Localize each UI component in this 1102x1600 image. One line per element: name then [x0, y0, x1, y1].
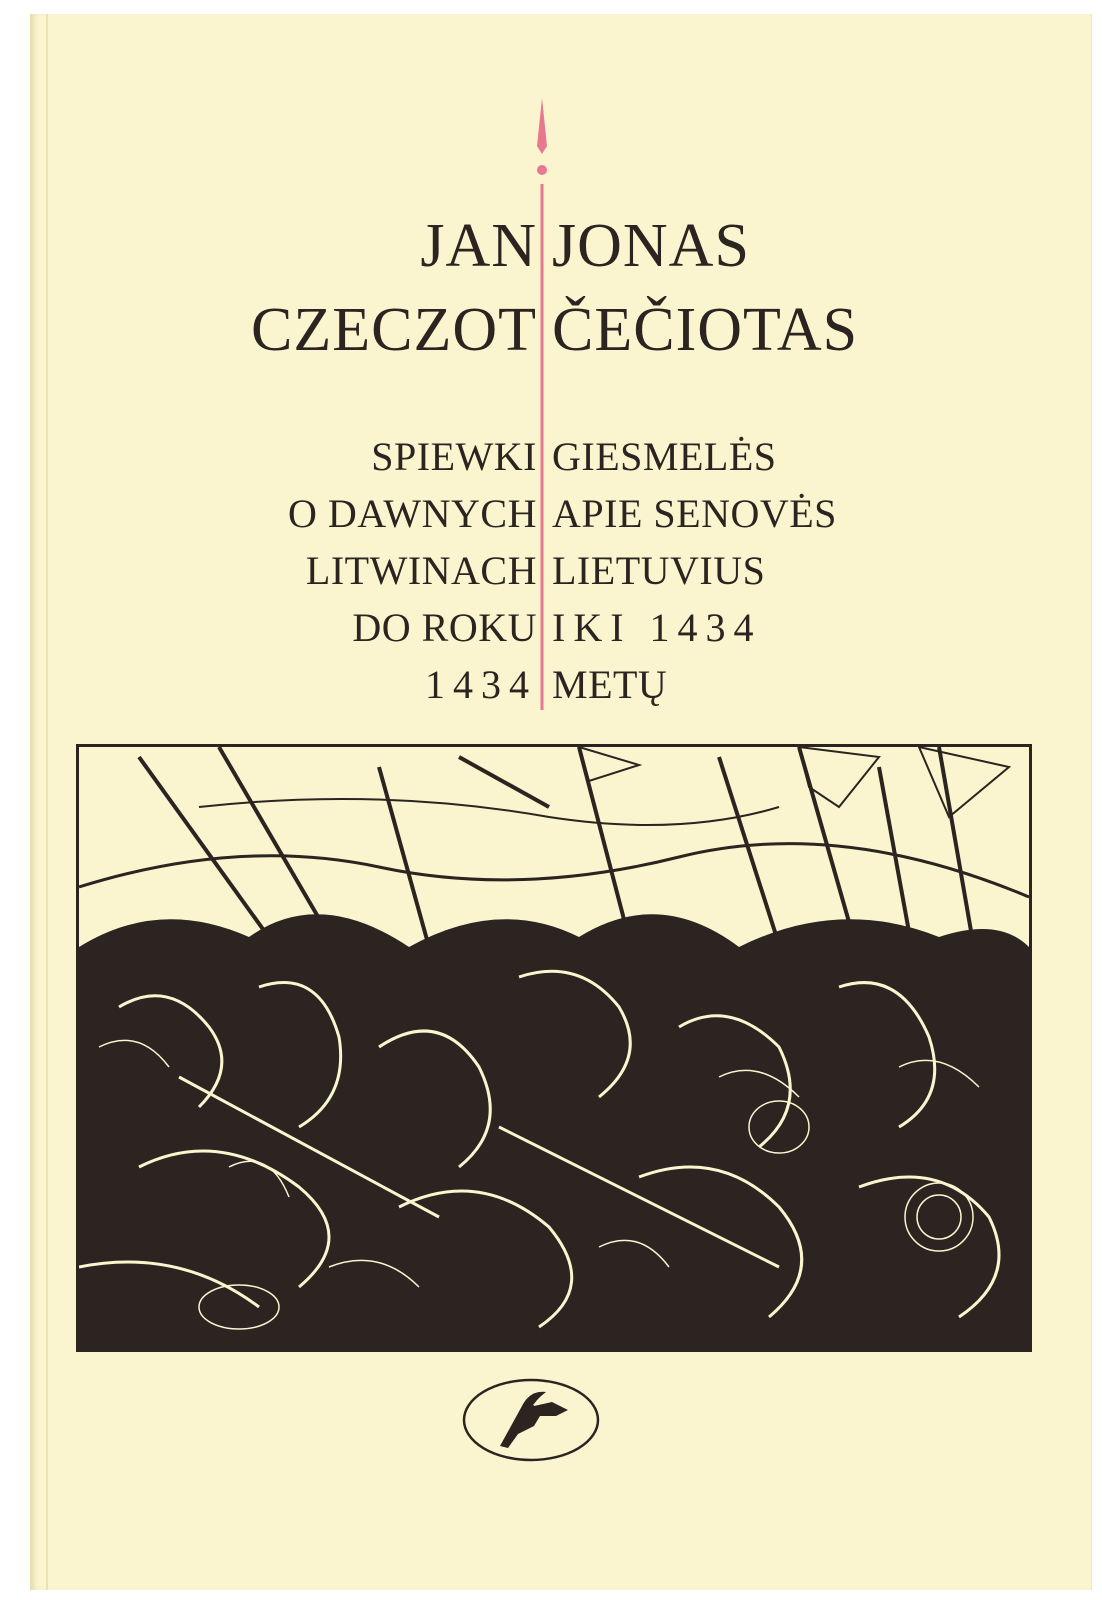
subtitle-pl-line-5: 1434: [425, 662, 537, 707]
subtitle-lt-line-2: APIE SENOVĖS: [552, 491, 837, 536]
author-last-name-lt: ČEČIOTAS: [552, 296, 859, 364]
subtitle-pl-line-2: O DAWNYCH: [287, 491, 537, 536]
lithuanian-title-block: [552, 204, 858, 713]
subtitle-lt-line-4: IKI 1434: [552, 605, 762, 650]
author-first-name-lt: JONAS: [552, 212, 750, 280]
battle-woodcut-illustration: [76, 744, 1032, 1352]
subtitle-pl: [251, 428, 537, 713]
subtitle-pl-line-4: DO ROKU: [352, 605, 537, 650]
subtitle-lt-line-3: LIETUVIUS: [552, 548, 766, 593]
subtitle-lt-line-5: METŲ: [552, 662, 668, 707]
publisher-horse-logo-icon: [460, 1376, 602, 1464]
spine-crease: [46, 14, 48, 1590]
subtitle-pl-line-3: LITWINACH: [305, 548, 537, 593]
subtitle-lt-line-1: GIESMELĖS: [552, 434, 777, 479]
book-cover: [30, 14, 1092, 1590]
spear-divider-icon: [530, 98, 554, 710]
author-first-name-pl: JAN: [420, 212, 537, 280]
subtitle-lt: [552, 428, 858, 713]
subtitle-pl-line-1: SPIEWKI: [371, 434, 537, 479]
polish-title-block: [251, 204, 537, 713]
author-last-name-pl: CZECZOT: [251, 296, 537, 364]
